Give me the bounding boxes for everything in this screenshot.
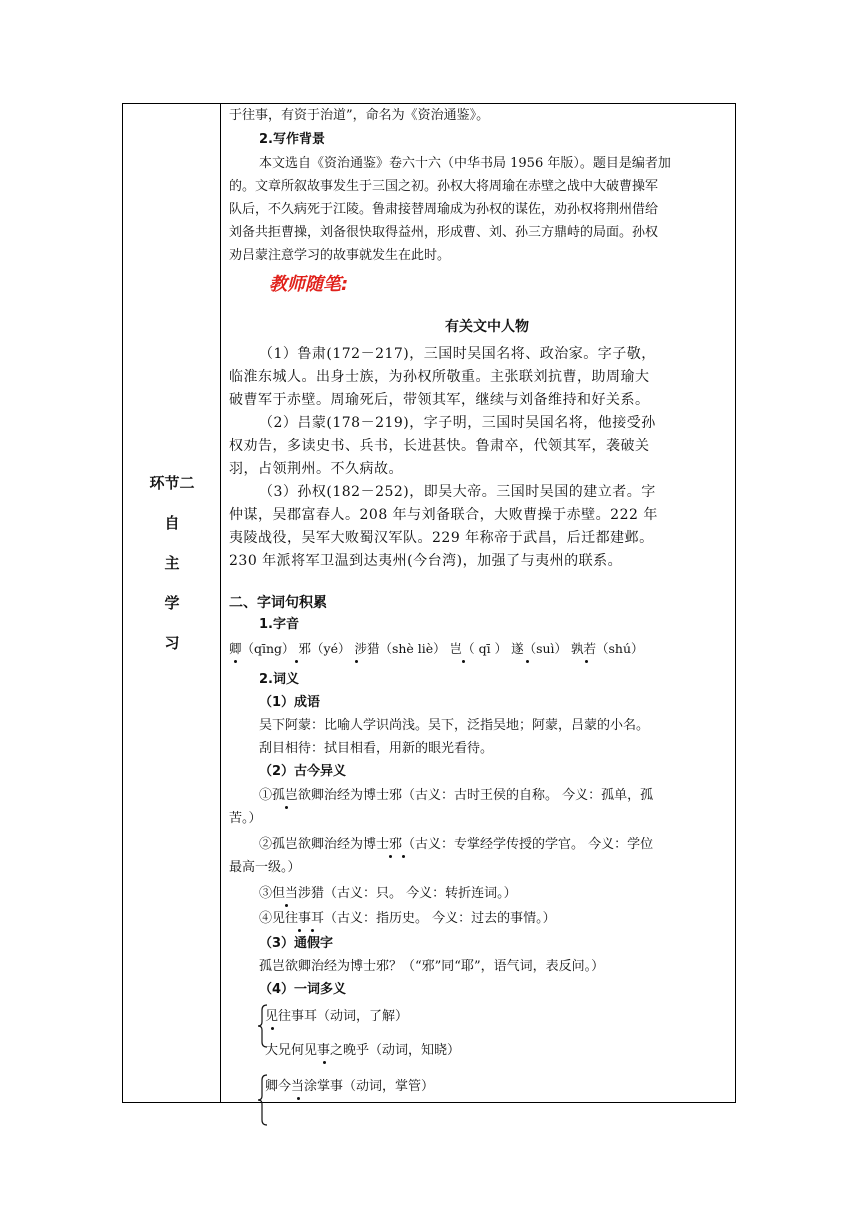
people-line: 230 年派将军卫温到达夷州(今台湾)，加强了与夷州的联系。	[229, 553, 623, 569]
section-char-3: 学	[164, 594, 180, 612]
emphasis-dot	[234, 660, 237, 663]
emphasis-dot	[285, 904, 288, 907]
emphasis-dot	[585, 660, 588, 663]
emphasis-dot	[389, 855, 392, 858]
ancient-modern-line: ③但当涉猎（古义：只。 今义：转折连词。）	[259, 886, 517, 901]
polysemy-line: 见往事耳（动词，了解）	[265, 1009, 409, 1024]
emphasis-dot	[323, 1061, 326, 1064]
polysemy-line: 大兄何见事之晚乎（动词，知晓）	[265, 1043, 461, 1058]
emphasis-dot	[526, 660, 529, 663]
idioms-heading: （1）成语	[259, 695, 321, 710]
people-heading: 有关文中人物	[445, 319, 529, 335]
intro-tail: 于往事，有资于治道”，命名为《资治通鉴》。	[229, 108, 490, 123]
teacher-notes-label: 教师随笔:	[269, 274, 349, 295]
emphasis-dot	[311, 929, 314, 932]
section-column	[123, 104, 221, 1102]
idiom-line: 吴下阿蒙：比喻人学识尚浅。吴下，泛指吴地；阿蒙，吕蒙的小名。	[259, 718, 650, 733]
people-line: 临淮东城人。出身士族，为孙权所敬重。主张联刘抗曹，助周瑜大	[229, 369, 650, 385]
background-heading: 2.写作背景	[259, 132, 325, 147]
people-line: （3）孙权(182－252)，即吴大帝。三国时吴国的建立者。字	[259, 484, 656, 500]
section2-heading: 二、字词句积累	[229, 595, 327, 611]
emphasis-dot	[285, 806, 288, 809]
emphasis-dot	[298, 929, 301, 932]
people-line: （1）鲁肃(172－217)，三国时吴国名将、政治家。字子敬，	[259, 346, 656, 362]
emphasis-dot	[295, 660, 298, 663]
content-cell	[221, 104, 735, 1102]
idiom-line: 刮目相待：拭目相看，用新的眼光看待。	[259, 741, 494, 756]
section-char-2: 主	[164, 554, 180, 572]
people-line: 权劝告，多读史书、兵书，长进甚快。鲁肃卒，代领其军，袭破关	[229, 438, 650, 454]
meaning-heading: 2.词义	[259, 672, 299, 687]
polysemy-heading: （4）一词多义	[259, 982, 347, 997]
ancient-modern-line: 最高一级。）	[229, 860, 301, 875]
background-line: 的。文章所叙故事发生于三国之初。孙权大将周瑜在赤壁之战中大破曹操军	[229, 179, 659, 194]
pronunciation-line: 卿（qīng） 邪（yé） 涉猎（shè liè） 岂（ qī ） 遂（suì） 孰若（shú）	[229, 641, 644, 656]
people-line: 破曹军于赤壁。周瑜死后，带领其军，继续与刘备维持和好关系。	[229, 392, 650, 408]
ancient-modern-heading: （2）古今异义	[259, 764, 347, 779]
lesson-table	[122, 103, 736, 1103]
background-line: 本文选自《资治通鉴》卷六十六（中华书局 1956 年版）。题目是编者加	[259, 156, 671, 171]
ancient-modern-line: ②孤岂欲卿治经为博士邪（古义：专掌经学传授的学官。 今义：学位	[259, 837, 654, 852]
pronunciation-heading: 1.字音	[259, 617, 299, 632]
polysemy-line: 卿今当涂掌事（动词，掌管）	[265, 1079, 435, 1094]
people-line: 羽，占领荆州。不久病故。	[229, 461, 403, 477]
emphasis-dot	[462, 660, 465, 663]
emphasis-dot	[402, 855, 405, 858]
emphasis-dot	[297, 1097, 300, 1100]
ancient-modern-line: ①孤岂欲卿治经为博士邪（古义：古时王侯的自称。 今义：孤单，孤	[259, 788, 654, 803]
people-line: 仲谋，吴郡富春人。208 年与刘备联合，大败曹操于赤壁。222 年	[229, 507, 658, 523]
section-title: 环节二	[149, 474, 195, 492]
people-line: （2）吕蒙(178－219)，字子明，三国时吴国名将，他接受孙	[259, 415, 656, 431]
tongjia-heading: （3）通假字	[259, 936, 334, 951]
background-line: 队后，不久病死于江陵。鲁肃接替周瑜成为孙权的谋佐，劝孙权将荆州借给	[229, 202, 659, 217]
background-line: 刘备共拒曹操，刘备很快取得益州，形成曹、刘、孙三方鼎峙的局面。孙权	[229, 225, 659, 240]
emphasis-dot	[271, 1027, 274, 1030]
people-line: 夷陵战役，吴军大败蜀汉军队。229 年称帝于武昌，后迁都建邺。	[229, 530, 654, 546]
ancient-modern-line: 苦。）	[229, 811, 262, 826]
section-char-4: 习	[164, 634, 180, 652]
tongjia-line: 孤岂欲卿治经为博士邪？（“邪”同“耶”，语气词，表反问。）	[259, 959, 605, 974]
background-line: 劝吕蒙注意学习的故事就发生在此时。	[229, 248, 451, 263]
ancient-modern-line: ④见往事耳（古义：指历史。 今义：过去的事情。）	[259, 911, 556, 926]
emphasis-dot	[355, 660, 358, 663]
section-char-1: 自	[164, 514, 180, 532]
